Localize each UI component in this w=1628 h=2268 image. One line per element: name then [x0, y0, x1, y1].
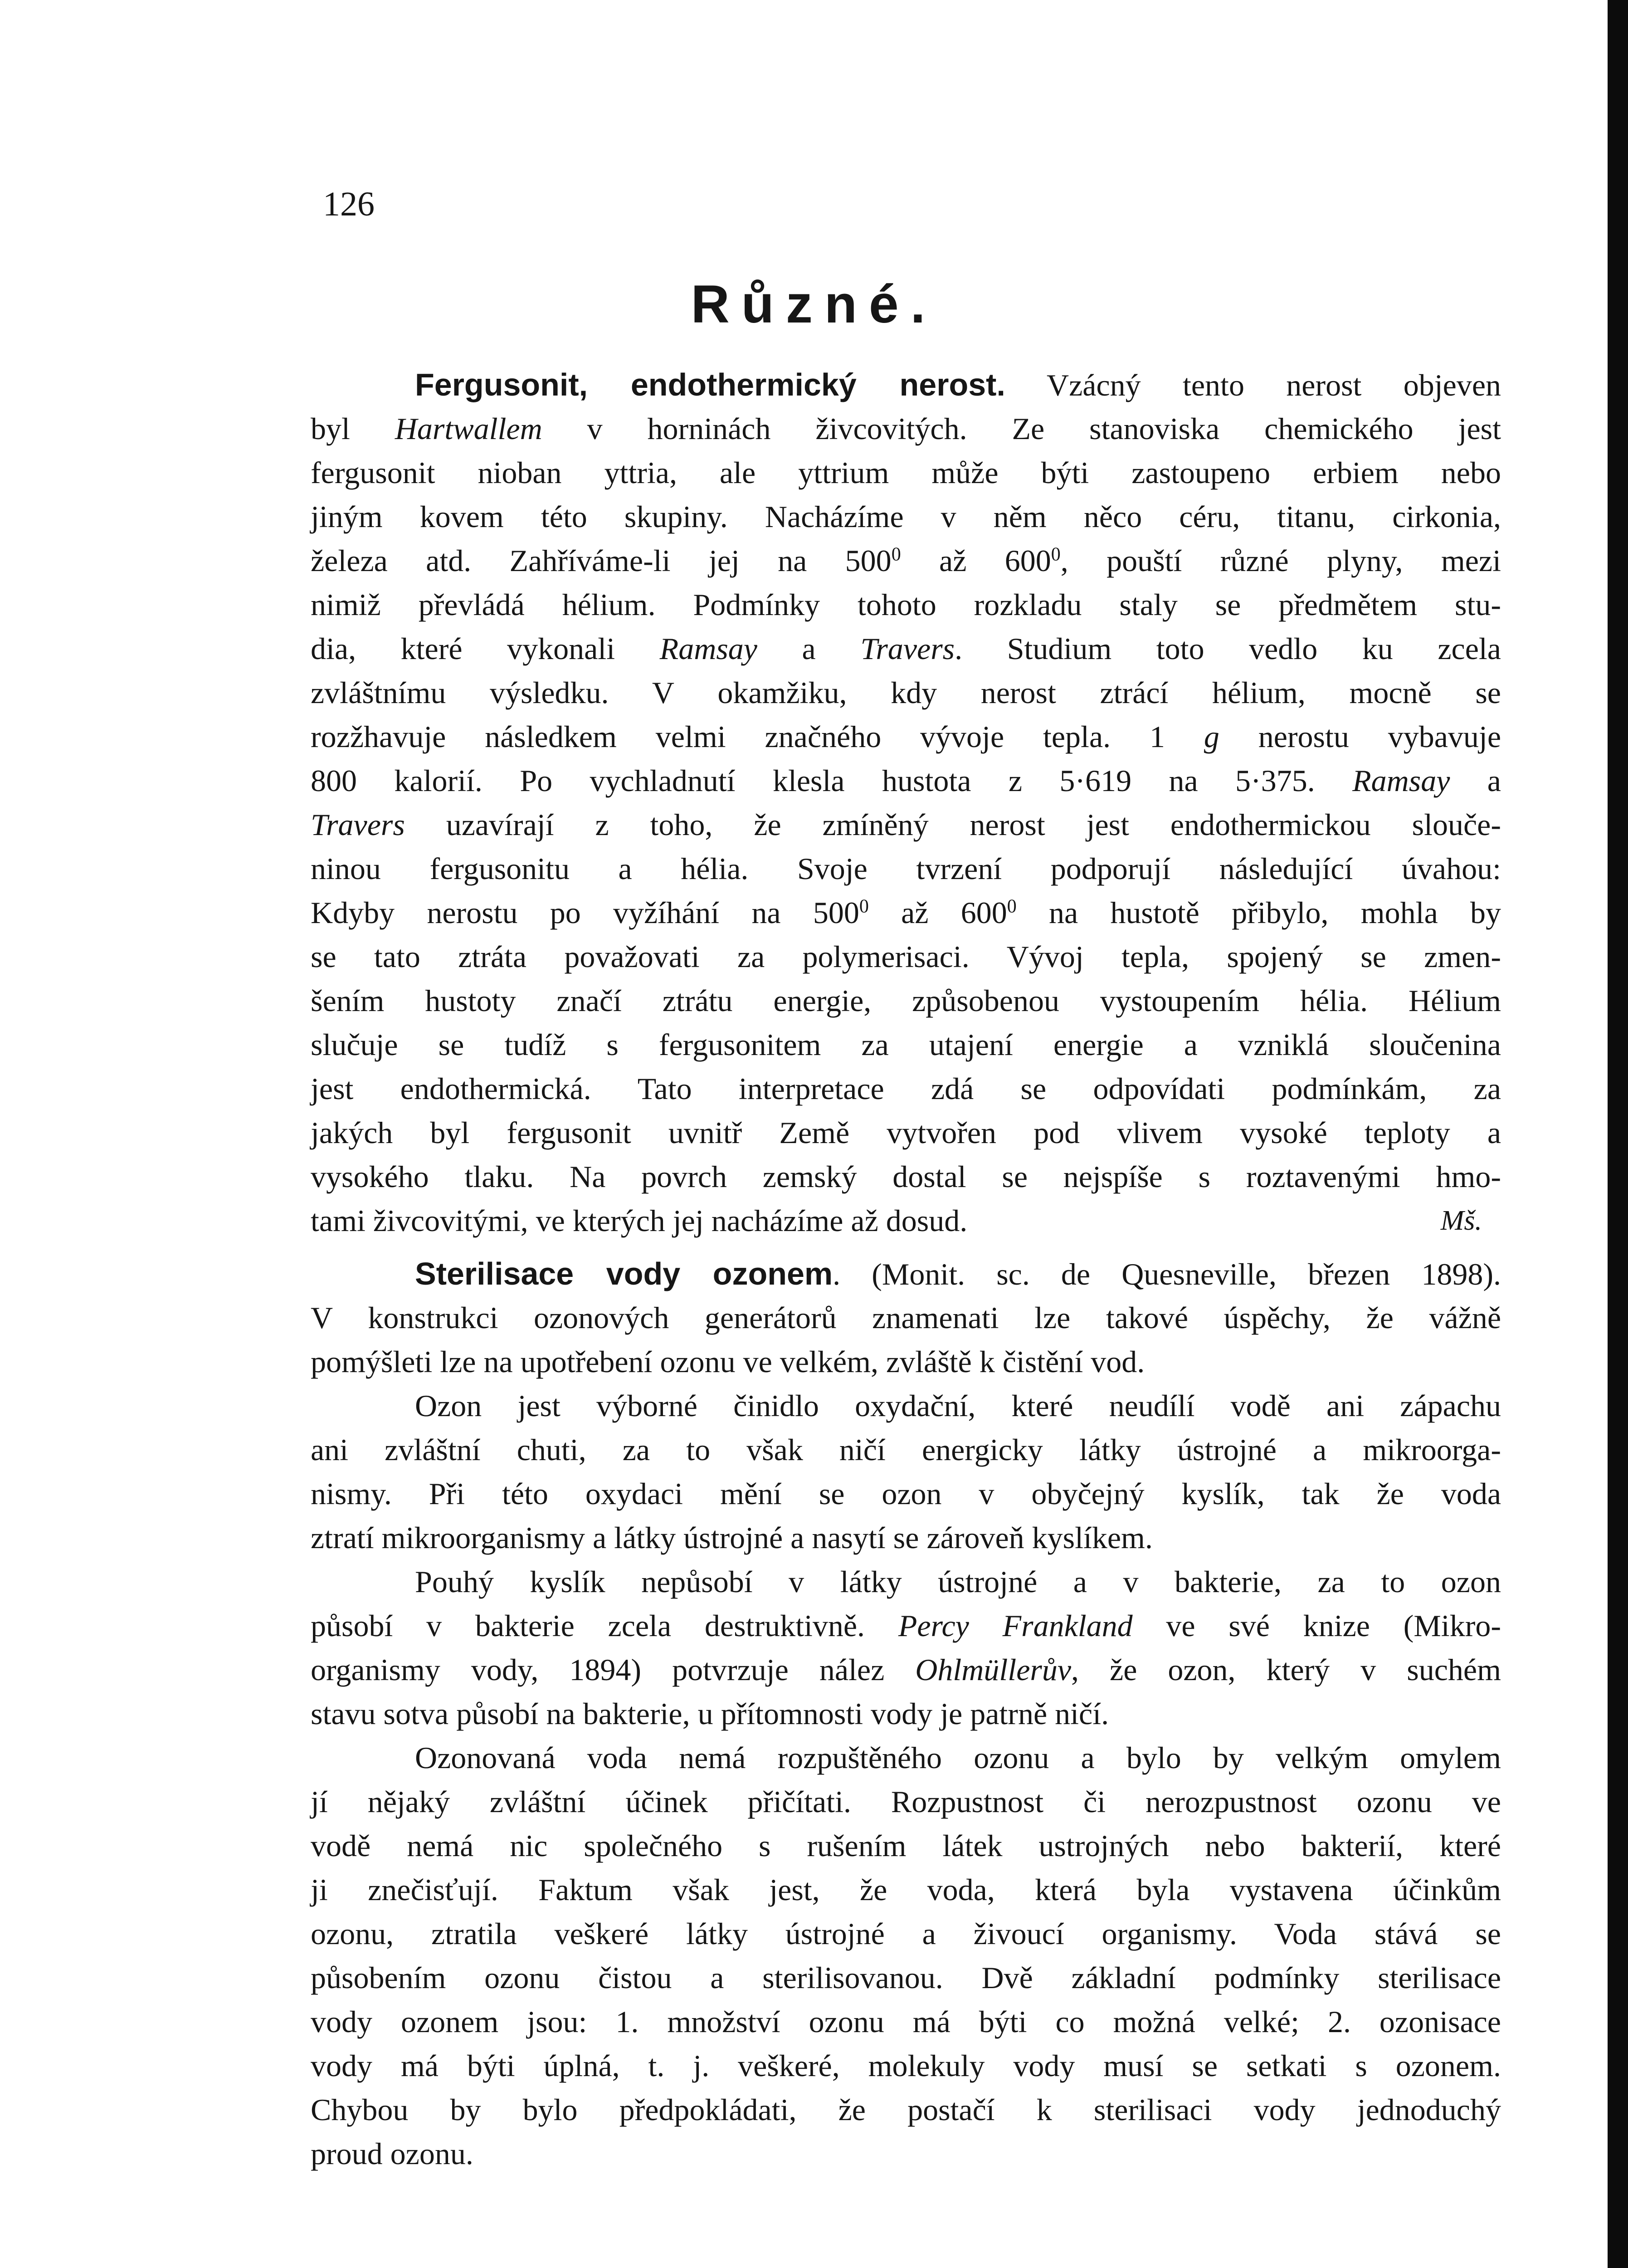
- text-line: jakých byl fergusonit uvnitř Země vytvořen pod vlivem vysoké teploty a: [311, 1115, 1501, 1150]
- text-line: nimiž převládá hélium. Podmínky tohoto rozkladu staly se předmětem stu-: [311, 587, 1501, 622]
- article-heading: Fergusonit, endothermický nerost.: [415, 367, 1005, 402]
- text-line: fergusonit nioban yttria, ale yttrium může býti zastoupeno erbiem nebo: [311, 455, 1501, 490]
- text-line: byl Hartwallem v horninách živcovitých. Ze stanoviska chemického jest: [311, 411, 1501, 446]
- text-line: se tato ztráta považovati za polymerisaci. Vývoj tepla, spojený se zmen-: [311, 939, 1501, 974]
- unit-symbol: g: [1204, 719, 1219, 754]
- author-name: Ramsay: [1352, 763, 1450, 798]
- text-line: pomýšleti lze na upotřebení ozonu ve velkém, zvláště k čistění vod.: [311, 1344, 1145, 1379]
- text-line: jest endothermická. Tato interpretace zdá se odpovídati podmínkám, za: [311, 1071, 1501, 1106]
- text-line: ztratí mikroorganismy a látky ústrojné a nasytí se zároveň kyslíkem.: [311, 1520, 1153, 1555]
- text-line: ozonu, ztratila veškeré látky ústrojné a živoucí organismy. Voda stává se: [311, 1916, 1501, 1951]
- text-line: jiným kovem této skupiny. Nacházíme v něm něco céru, titanu, cirkonia,: [311, 499, 1501, 534]
- text-line: působením ozonu čistou a sterilisovanou. Dvě základní podmínky sterilisace: [311, 1960, 1501, 1995]
- scan-border: [1608, 0, 1628, 2268]
- text-line: vody ozonem jsou: 1. množství ozonu má býti co možná velké; 2. ozonisace: [311, 2004, 1501, 2039]
- author-name: Travers: [860, 631, 955, 666]
- text-line: Fergusonit, endothermický nerost. Vzácný tento nerost objeven: [415, 367, 1501, 402]
- text-line: železa atd. Zahříváme-li jej na $500^0$ až $600^0$, pouští různé plyny, mezi: [311, 543, 1501, 578]
- author-name: Hartwallem: [395, 411, 542, 446]
- text-line: působí v bakterie zcela destruktivně. Percy Frankland ve své knize (Mikro-: [311, 1608, 1501, 1643]
- text-line: rozžhavuje následkem velmi značného vývoje tepla. 1 g nerostu vybavuje: [311, 719, 1501, 754]
- text-line: šením hustoty značí ztrátu energie, způsobenou vystoupením hélia. Hélium: [311, 983, 1501, 1018]
- text-line: Sterilisace vody ozonem. (Monit. sc. de Quesneville, březen 1898).: [415, 1256, 1501, 1291]
- article-heading: Sterilisace vody ozonem: [415, 1256, 833, 1291]
- text-line: Ozonovaná voda nemá rozpuštěného ozonu a bylo by velkým omylem: [415, 1740, 1501, 1775]
- text-line: V konstrukci ozonových generátorů znamenati lze takové úspěchy, že vážně: [311, 1300, 1501, 1335]
- author-name: Ramsay: [659, 631, 757, 666]
- text-line: Pouhý kyslík nepůsobí v látky ústrojné a v bakterie, za to ozon: [415, 1564, 1501, 1599]
- text-line: zvláštnímu výsledku. V okamžiku, kdy nerost ztrácí hélium, mocně se: [311, 675, 1501, 710]
- text-line: Kdyby nerostu po vyžíhání na $500^0$ až $600^0$ na hustotě přibylo, mohla by: [311, 895, 1501, 930]
- text-line: slučuje se tudíž s fergusonitem za utajení energie a vzniklá sloučenina: [311, 1027, 1501, 1062]
- author-name: Percy Frankland: [898, 1608, 1133, 1643]
- author-name: Travers: [311, 807, 405, 842]
- text-line: Ozon jest výborné činidlo oxydační, které neudílí vodě ani zápachu: [415, 1388, 1501, 1423]
- text-line: jí nějaký zvláštní účinek přičítati. Rozpustnost či nerozpustnost ozonu ve: [311, 1784, 1501, 1819]
- text-line: organismy vody, 1894) potvrzuje nález Ohlmüllerův, že ozon, který v suchém: [311, 1652, 1501, 1687]
- text-line: ani zvláštní chuti, za to však ničí energicky látky ústrojné a mikroorga-: [311, 1432, 1501, 1467]
- page-number: 126: [323, 185, 375, 223]
- text-line: vysokého tlaku. Na povrch zemský dostal se nejspíše s roztavenými hmo-: [311, 1159, 1501, 1194]
- text-line: dia, které vykonali Ramsay a Travers. Studium toto vedlo ku zcela: [311, 631, 1501, 666]
- text-line: vodě nemá nic společného s rušením látek ustrojných nebo bakterií, které: [311, 1828, 1501, 1863]
- text-line: ji znečisťují. Faktum však jest, že voda, která byla vystavena účinkům: [311, 1872, 1501, 1907]
- article-sterilisace: [311, 1252, 1501, 2176]
- article-fergusonit: [311, 363, 1501, 1243]
- text-line: Travers uzavírají z toho, že zmíněný nerost jest endothermickou slouče-: [311, 807, 1501, 842]
- text-line: ninou fergusonitu a hélia. Svoje tvrzení podporují následující úvahou:: [311, 851, 1501, 886]
- text-line: Chybou by bylo předpokládati, že postačí k sterilisaci vody jednoduchý: [311, 2092, 1501, 2127]
- text-line: vody má býti úplná, t. j. veškeré, molekuly vody musí se setkati s ozonem.: [311, 2048, 1501, 2083]
- section-heading: Různé.: [691, 274, 937, 334]
- text-line: 800 kalorií. Po vychladnutí klesla hustota z 5·619 na 5·375. Ramsay a: [311, 763, 1501, 798]
- text-line: nismy. Při této oxydaci mění se ozon v obyčejný kyslík, tak že voda: [311, 1476, 1501, 1511]
- text-line: stavu sotva působí na bakterie, u přítomnosti vody je patrně ničí.: [311, 1696, 1109, 1731]
- author-signature: Mš.: [1440, 1205, 1482, 1236]
- article-body: [311, 363, 1501, 2176]
- text-line: proud ozonu.: [311, 2136, 473, 2171]
- text-line: tami živcovitými, ve kterých jej nacházíme až dosud. Mš.: [311, 1199, 1501, 1243]
- author-name: Ohlmüllerův: [915, 1652, 1072, 1687]
